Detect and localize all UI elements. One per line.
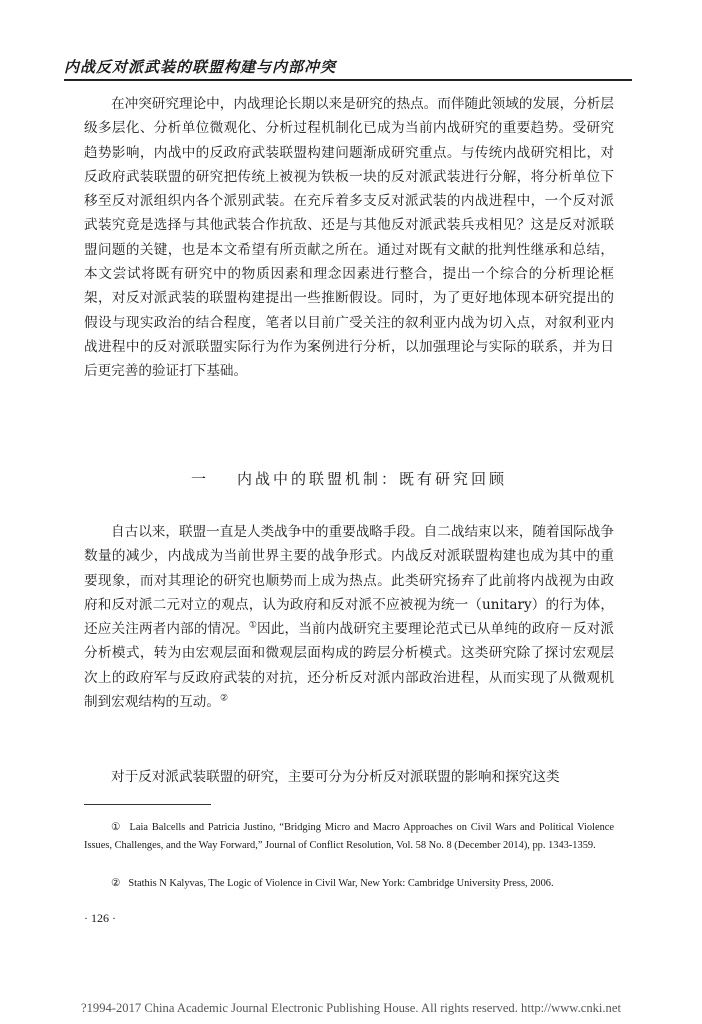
body-paragraph-1: 在冲突研究理论中，内战理论长期以来是研究的热点。而伴随此领域的发展，分析层级多层化、分析单位微观化、分析过程机制化已成为当前内战研究的重要趋势。受研究趋势影响，内战中的反政府武装联盟构建问题渐成研究重点。与传统内战研究相比，对反政府武装联盟的研究把传统上被视为铁板一块的反对派武装进行分解，将分析单位下移至反对派组织内各个派别武装。在充斥着多支反对派武装的内战进程中，一个反对派武装究竟是选择与其他武装合作抗敌、还是与其他反对派武装兵戎相见？这是反对派联盟问题的关键，也是本文希望有所贡献之所在。通过对既有文献的批判性继承和总结，本文尝试将既有研究中的物质因素和理念因素进行整合，提出一个综合的分析理论框架，对反对派武装的联盟构建提出一些推断假设。同时，为了更好地体现本研究提出的假设与现实政治的结合程度，笔者以目前广受关注的叙利亚内战为切入点，对叙利亚内战进程中的反对派联盟实际行为作为案例进行分析，以加强理论与实际的联系，并为日后更完善的验证打下基础。: [84, 96, 614, 380]
section-number: 一: [190, 470, 209, 488]
footnote-1: [84, 819, 614, 854]
footnote-2: [84, 875, 614, 893]
section-heading: [84, 467, 614, 491]
footnote-ref-2[interactable]: ②: [219, 693, 229, 704]
header-rule: [64, 79, 632, 81]
body-paragraph-2: [84, 520, 614, 714]
section-title: 内战中的联盟机制：既有研究回顾: [237, 470, 508, 488]
footnote-rule: [84, 804, 211, 805]
footnote-1-text: Laia Balcells and Patricia Justino, “Bridging Micro and Macro Approaches on Civil Wars and Political Violence Issues, Challenges, and the Way Forward,” Journal of Conflict Resolution, Vol. 58 No. 8 (December 2014), pp. 1343-1359.: [84, 822, 615, 851]
footnote-1-marker: ①: [111, 822, 122, 833]
copyright-footer: ?1994-2017 China Academic Journal Electronic Publishing House. All rights reserved. http://www.cnki.net: [81, 1001, 621, 1015]
body-paragraph-3: 对于反对派武装联盟的研究，主要可分为分析反对派联盟的影响和探究这类: [111, 769, 560, 785]
footnote-2-marker: ②: [111, 878, 121, 889]
paragraph-2-text-a: 自古以来，联盟一直是人类战争中的重要战略手段。自二战结束以来，随着国际战争数量的减少，内战成为当前世界主要的战争形式。内战反对派联盟构建也成为其中的重要现象，而对其理论的研究也顺势而上成为热点。此类研究扬弃了此前将内战视为由政府和反对派二元对立的观点，认为政府和反对派不应被视为统一（unitary）的行为体，还应关注两者内部的情况。: [84, 524, 614, 638]
paragraph-2-text-b: 因此，当前内战研究主要理论范式已从单纯的政府－反对派分析模式，转为由宏观层面和微观层面构成的跨层分析模式。这类研究除了探讨宏观层次上的政府军与反政府武装的对抗，还分析反对派内部政治进程，从而实现了从微观机制到宏观结构的互动。: [84, 621, 615, 711]
page-number: · 126 ·: [84, 911, 116, 925]
footnote-ref-1[interactable]: ①: [248, 620, 258, 631]
footnote-2-text: Stathis N Kalyvas, The Logic of Violence in Civil War, New York: Cambridge University Press, 2006.: [128, 878, 554, 889]
running-header: 内战反对派武装的联盟构建与内部冲突: [64, 58, 337, 76]
